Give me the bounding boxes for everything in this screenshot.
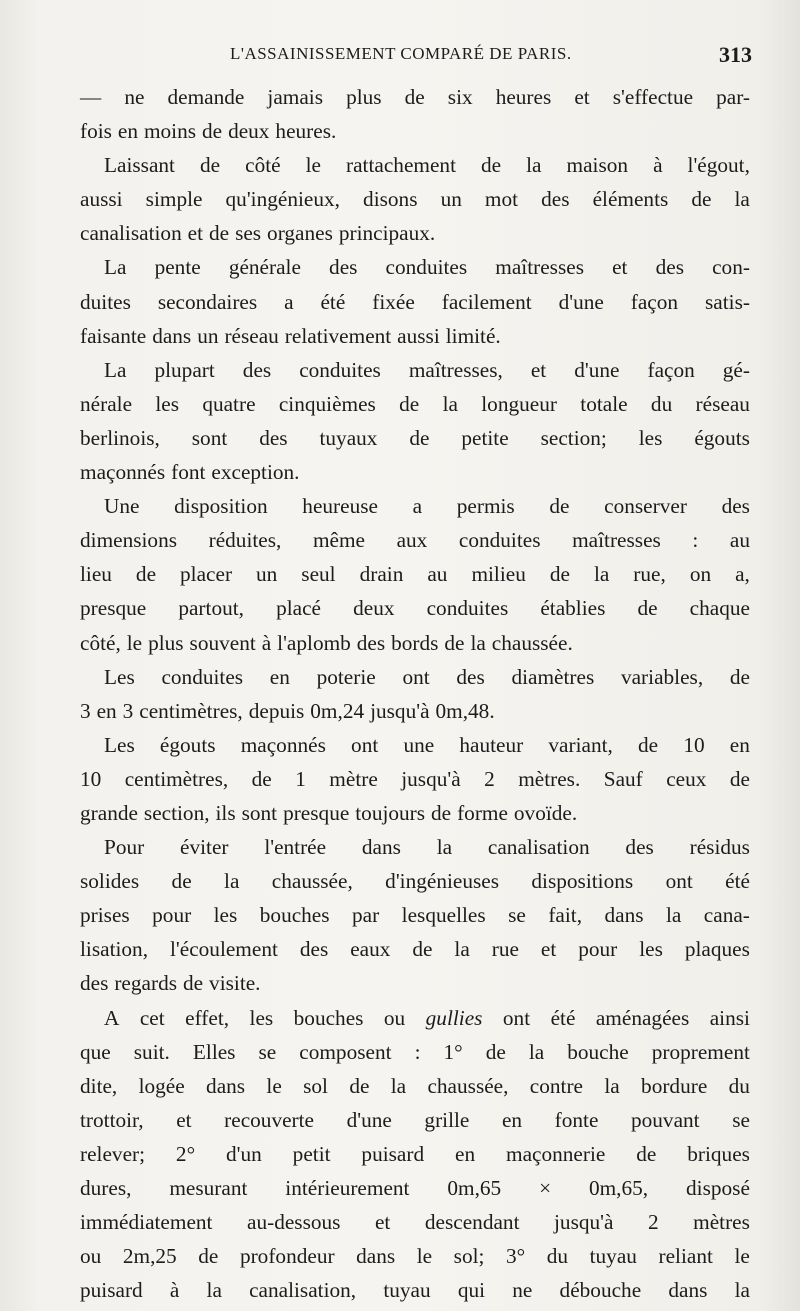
text-line: dures, mesurant intérieurement 0m,65 × 0m,65, disposé <box>80 1176 750 1200</box>
text-line: 3 en 3 centimètres, depuis 0m,24 jusqu'à 0m,48. <box>80 698 495 723</box>
text-line: Une disposition heureuse a permis de conserver des <box>104 494 750 519</box>
text-line: Pour éviter l'entrée dans la canalisation des résidus <box>104 835 750 860</box>
text-line: aussi simple qu'ingénieux, disons un mot des éléments de la <box>80 187 750 212</box>
text-line: trottoir, et recouverte d'une grille en fonte pouvant se <box>80 1107 750 1132</box>
text-line: fois en moins de deux heures. <box>80 119 337 144</box>
text-line: La plupart des conduites maîtresses, et d'une façon gé- <box>104 357 750 382</box>
text-line: berlinois, sont des tuyaux de petite section; les égouts <box>80 425 750 450</box>
text-line: lieu de placer un seul drain au milieu de la rue, on a, <box>80 562 750 587</box>
text-line: Laissant de côté le rattachement de la maison à l'égout, <box>104 153 750 178</box>
text-line: prises pour les bouches par lesquelles se fait, dans la cana- <box>80 903 750 928</box>
text-line: immédiatement au-dessous et descendant jusqu'à 2 mètres <box>80 1210 750 1235</box>
text-line: grande section, ils sont presque toujours de forme ovoïde. <box>80 800 578 825</box>
text-line: faisante dans un réseau relativement aussi limité. <box>80 323 501 348</box>
text-line: presque partout, placé deux conduites établies de chaque <box>80 596 750 621</box>
text-line: La pente générale des conduites maîtresses et des con- <box>104 255 750 280</box>
page-number: 313 <box>719 42 752 67</box>
text-line: solides de la chaussée, d'ingénieuses dispositions ont été <box>80 869 750 894</box>
text-line: — ne demande jamais plus de six heures et s'effectue par- <box>80 85 750 109</box>
page-header <box>80 42 752 72</box>
text-line: 10 centimètres, de 1 mètre jusqu'à 2 mètres. Sauf ceux de <box>80 766 750 791</box>
text-line: dimensions réduites, même aux conduites maîtresses : au <box>80 528 750 553</box>
text-line: A cet effet, les bouches ou gullies ont été aménagées ainsi <box>104 1005 750 1030</box>
text-line: canalisation et de ses organes principaux. <box>80 221 436 246</box>
running-title: L'ASSAINISSEMENT COMPARÉ DE PARIS. <box>230 44 572 63</box>
text-line: côté, le plus souvent à l'aplomb des bords de la chaussée. <box>80 630 573 655</box>
text-line: relever; 2° d'un petit puisard en maçonnerie de briques <box>80 1141 750 1166</box>
text-line: des regards de visite. <box>80 971 261 996</box>
text-line: Les conduites en poterie ont des diamètres variables, de <box>104 664 750 689</box>
text-line: maçonnés font exception. <box>80 460 300 485</box>
text-line: duites secondaires a été fixée facilement d'une façon satis- <box>80 289 750 314</box>
text-line: dite, logée dans le sol de la chaussée, contre la bordure du <box>80 1073 750 1098</box>
text-line: nérale les quatre cinquièmes de la longueur totale du réseau <box>80 391 750 416</box>
text-line: lisation, l'écoulement des eaux de la rue et pour les plaques <box>80 937 750 962</box>
text-line: ou 2m,25 de profondeur dans le sol; 3° du tuyau reliant le <box>80 1244 750 1269</box>
text-line: puisard à la canalisation, tuyau qui ne débouche dans la <box>80 1278 750 1303</box>
body-text <box>80 80 750 1307</box>
text-line: que suit. Elles se composent : 1° de la bouche proprement <box>80 1039 750 1064</box>
text-line: Les égouts maçonnés ont une hauteur variant, de 10 en <box>104 732 750 757</box>
